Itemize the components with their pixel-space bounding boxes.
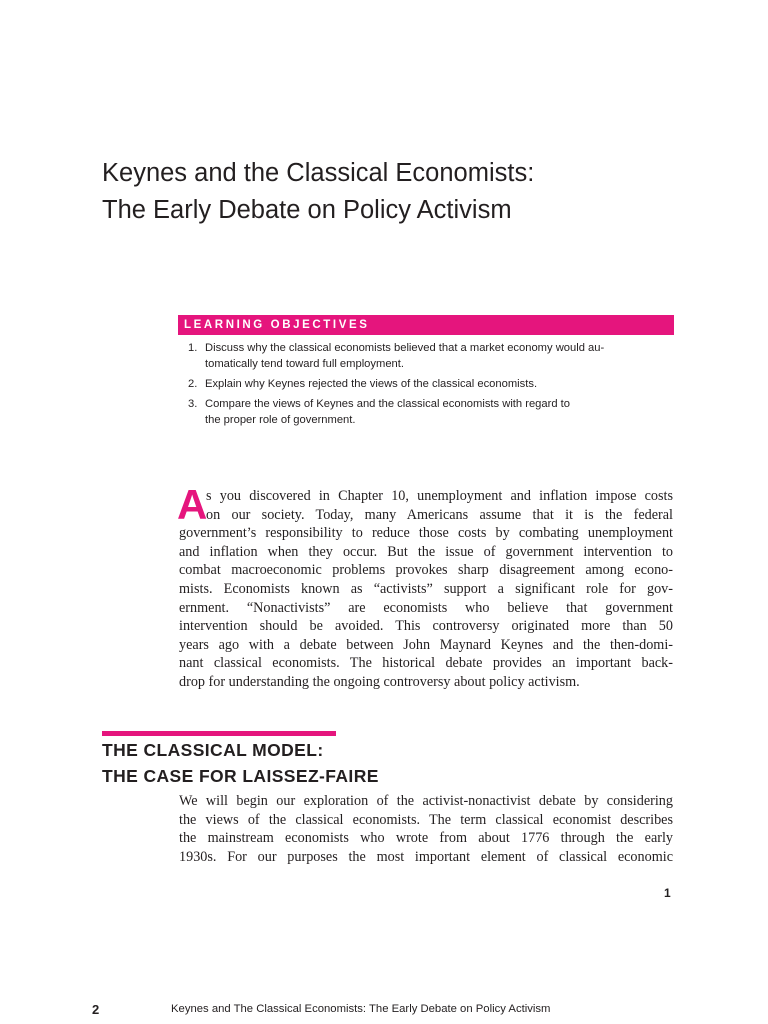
objective-line: Compare the views of Keynes and the classical economists with regard to — [205, 398, 571, 410]
objective-line: tomatically tend toward full employment. — [205, 358, 404, 370]
intro-paragraph — [177, 481, 673, 692]
chapter-title — [102, 155, 702, 229]
paragraph-line: nant classical economists. The historical debate provides an important back- — [179, 655, 673, 672]
section-paragraph — [179, 792, 673, 866]
footer-page-number: 2 — [92, 1002, 100, 1017]
learning-objectives-list — [188, 340, 668, 432]
section-rule — [102, 731, 336, 736]
paragraph-line: and inflation when they occur. But the issue of government intervention to — [179, 543, 673, 560]
objective-line: the proper role of government. — [205, 414, 356, 426]
paragraph-line: 1930s. For our purposes the most important element of classical economic — [179, 848, 673, 865]
chapter-title-line: The Early Debate on Policy Activism — [102, 196, 512, 224]
section-heading-line: THE CLASSICAL MODEL: — [102, 740, 324, 760]
objective-line: Discuss why the classical economists believed that a market economy would au- — [205, 342, 605, 354]
paragraph-line: the mainstream economists who wrote from about 1776 through the early — [179, 830, 673, 847]
learning-objective-item — [188, 376, 668, 392]
paragraph-line: s you discovered in Chapter 10, unemployment and inflation impose costs — [206, 488, 673, 504]
footer-running-title: Keynes and The Classical Economists: The Early Debate on Policy Activism — [171, 1003, 551, 1015]
learning-objective-item — [188, 396, 668, 428]
objective-line: Explain why Keynes rejected the views of the classical economists. — [205, 378, 538, 390]
objective-text — [205, 376, 668, 392]
paragraph-line: drop for understanding the ongoing controversy about policy activism. — [179, 673, 580, 690]
paragraph-line: on our society. Today, many Americans assume that it is the federal — [206, 506, 673, 523]
objective-text — [205, 396, 668, 428]
objective-number: 2. — [188, 378, 198, 390]
learning-objective-item — [188, 340, 668, 372]
objective-number: 1. — [188, 342, 198, 354]
paragraph-line: mists. Economists known as “activists” support a significant role for gov- — [179, 580, 673, 597]
drop-cap: A — [177, 481, 208, 528]
objective-number: 3. — [188, 398, 198, 410]
paragraph-line: combat macroeconomic problems provokes sharp disagreement among econo- — [179, 562, 673, 579]
paragraph-line: intervention should be avoided. This controversy originated more than 50 — [179, 618, 673, 635]
paragraph-line: ernment. “Nonactivists” are economists who believe that government — [179, 599, 673, 616]
paragraph-line: the views of the classical economists. The term classical economist describes — [179, 811, 673, 828]
page-number: 1 — [664, 886, 671, 900]
section-heading-line: THE CASE FOR LAISSEZ-FAIRE — [102, 766, 379, 786]
section-heading — [102, 737, 379, 789]
objective-text — [205, 340, 668, 372]
paragraph-line: We will begin our exploration of the activist-nonactivist debate by considering — [179, 793, 673, 809]
paragraph-line: government’s responsibility to reduce those costs by combating unemployment — [179, 525, 673, 542]
chapter-title-line: Keynes and the Classical Economists: — [102, 159, 535, 187]
paragraph-line: years ago with a debate between John Maynard Keynes and the then-domi- — [179, 636, 673, 653]
learning-objectives-heading: LEARNING OBJECTIVES — [184, 319, 370, 331]
